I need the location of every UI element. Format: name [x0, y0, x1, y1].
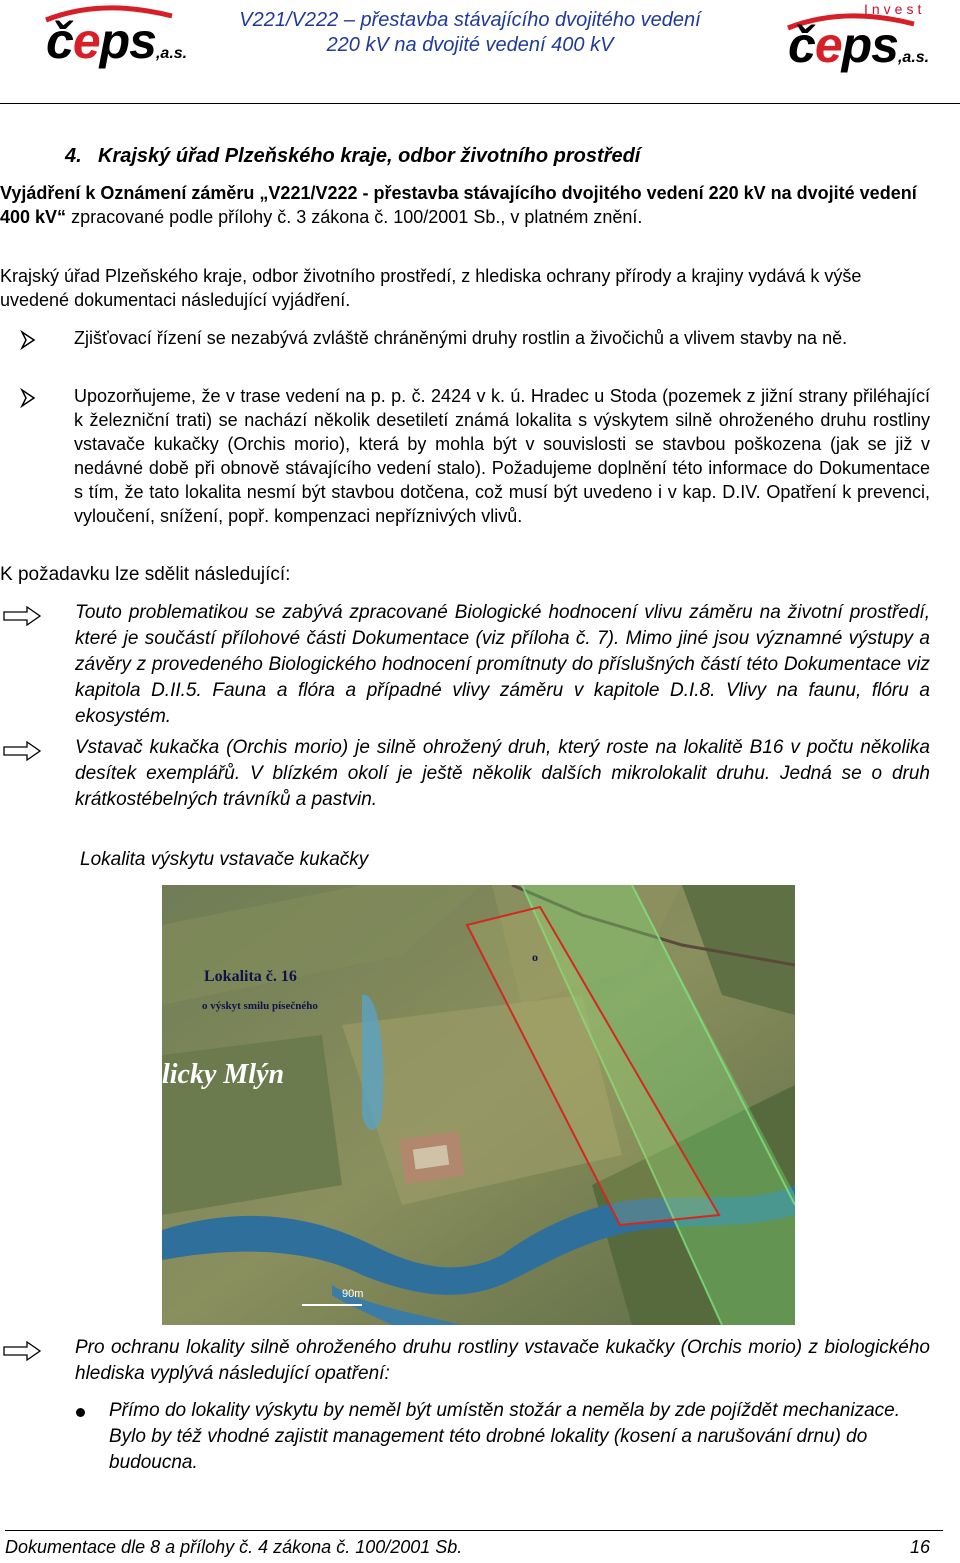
page-header [0, 0, 960, 104]
intro-paragraph-2: Krajský úřad Plzeňského kraje, odbor životního prostředí, z hlediska ochrany přírody a krajiny vydává k výše uvedené dokumentaci následující vyjádření. [0, 266, 862, 310]
arrowhead-bullet-icon [20, 330, 50, 350]
list-item: Touto problematikou se zabývá zpracované Biologické hodnocení vlivu záměru na životní prostředí, které je součástí přílohové části Dokumentace (viz příloha č. 7). Mimo jiné jsou významné výstupy a závěry z provedeného Biologického hodnocení promítnuty do příslušných částí této Dokumentace viz kapitola D.II.5. Fauna a flóra a případné vlivy záměru v kapitole D.I.8. Vlivy na faunu, flóru a ekosystém. [0, 600, 930, 730]
locality-map [162, 885, 795, 1325]
invest-label: Invest [864, 1, 926, 17]
map-label-legend: o výskyt smilu písečného [202, 1000, 318, 1012]
title-line-2: 220 kV na dvojité vedení 400 kV [326, 34, 614, 56]
hollow-arrow-icon [3, 1341, 43, 1361]
arrowhead-bullet-icon [20, 388, 50, 408]
aerial-map-image [162, 885, 795, 1325]
list-item: Pro ochranu lokality silně ohroženého druhu rostliny vstavače kukačky (Orchis morio) z biologického hlediska vyplývá následující opatření: [0, 1335, 930, 1387]
map-marker: o [532, 950, 538, 964]
section-title: 4. Krajský úřad Plzeňského kraje, odbor životního prostředí [65, 145, 641, 167]
ceps-logo: čeps,a.s. [46, 6, 236, 66]
page-number: 16 [909, 1537, 930, 1557]
bullet-dot-icon [76, 1408, 85, 1417]
header-divider [0, 103, 960, 104]
footer-divider [5, 1530, 943, 1531]
hollow-arrow-icon [3, 741, 43, 761]
ceps-invest-logo: Invest čeps,a.s. [776, 0, 960, 60]
map-caption: Lokalita výskytu vstavače kukačky [80, 849, 369, 870]
list-item: Přímo do lokality výskytu by neměl být umístěn stožár a neměla by zde pojíždět mechanizace. Bylo by též vhodné zajistit management této drobné lokality (kosení a narušování drnu) do budoucna. [0, 1398, 930, 1476]
map-label-title: Lokalita č. 16 [204, 968, 297, 985]
map-place-name: licky Mlýn [162, 1059, 285, 1090]
response-heading: K požadavku lze sdělit následující: [0, 564, 291, 585]
intro-paragraph: Vyjádření k Oznámení záměru „V221/V222 - přestavba stávajícího dvojitého vedení 220 kV na dvojité vedení 400 kV“ zpracované podle přílohy č. 3 zákona č. 100/2001 Sb., v platném znění. [0, 183, 917, 227]
scale-label: 90m [342, 1288, 364, 1300]
hollow-arrow-icon [3, 606, 43, 626]
document-title [220, 8, 720, 58]
footer-document-name: Dokumentace dle 8 a přílohy č. 4 zákona č. 100/2001 Sb. [5, 1537, 463, 1557]
list-item: Upozorňujeme, že v trase vedení na p. p. č. 2424 v k. ú. Hradec u Stoda (pozemek z jižní strany přiléhající k železniční trati) se nachází několik desetiletí známá lokalita s výskytem silně ohroženého druhu rostliny vstavače kukačky (Orchis morio), která by mohla být v souvislosti se stavbou poškozena (jak se již v nedávné době při obnově stávajícího vedení stalo). Požadujeme doplnění této informace do Dokumentace s tím, že tato lokalita nesmí být stavbou dotčena, což musí být uvedeno i v kap. D.IV. Opatření k prevenci, vyloučení, snížení, popř. kompenzaci nepříznivých vlivů. [20, 384, 930, 528]
list-item: Zjišťovací řízení se nezabývá zvláště chráněnými druhy rostlin a živočichů a vlivem stavby na ně. [20, 326, 930, 350]
title-line-1: V221/V222 – přestavba stávajícího dvojitého vedení [239, 9, 701, 31]
list-item: Vstavač kukačka (Orchis morio) je silně ohrožený druh, který roste na lokalitě B16 v počtu několika desítek exemplářů. V blízkém okolí je ještě několik dalších mikrolokalit druhu. Jedná se o druh krátkostébelných trávníků a pastvin. [0, 735, 930, 813]
